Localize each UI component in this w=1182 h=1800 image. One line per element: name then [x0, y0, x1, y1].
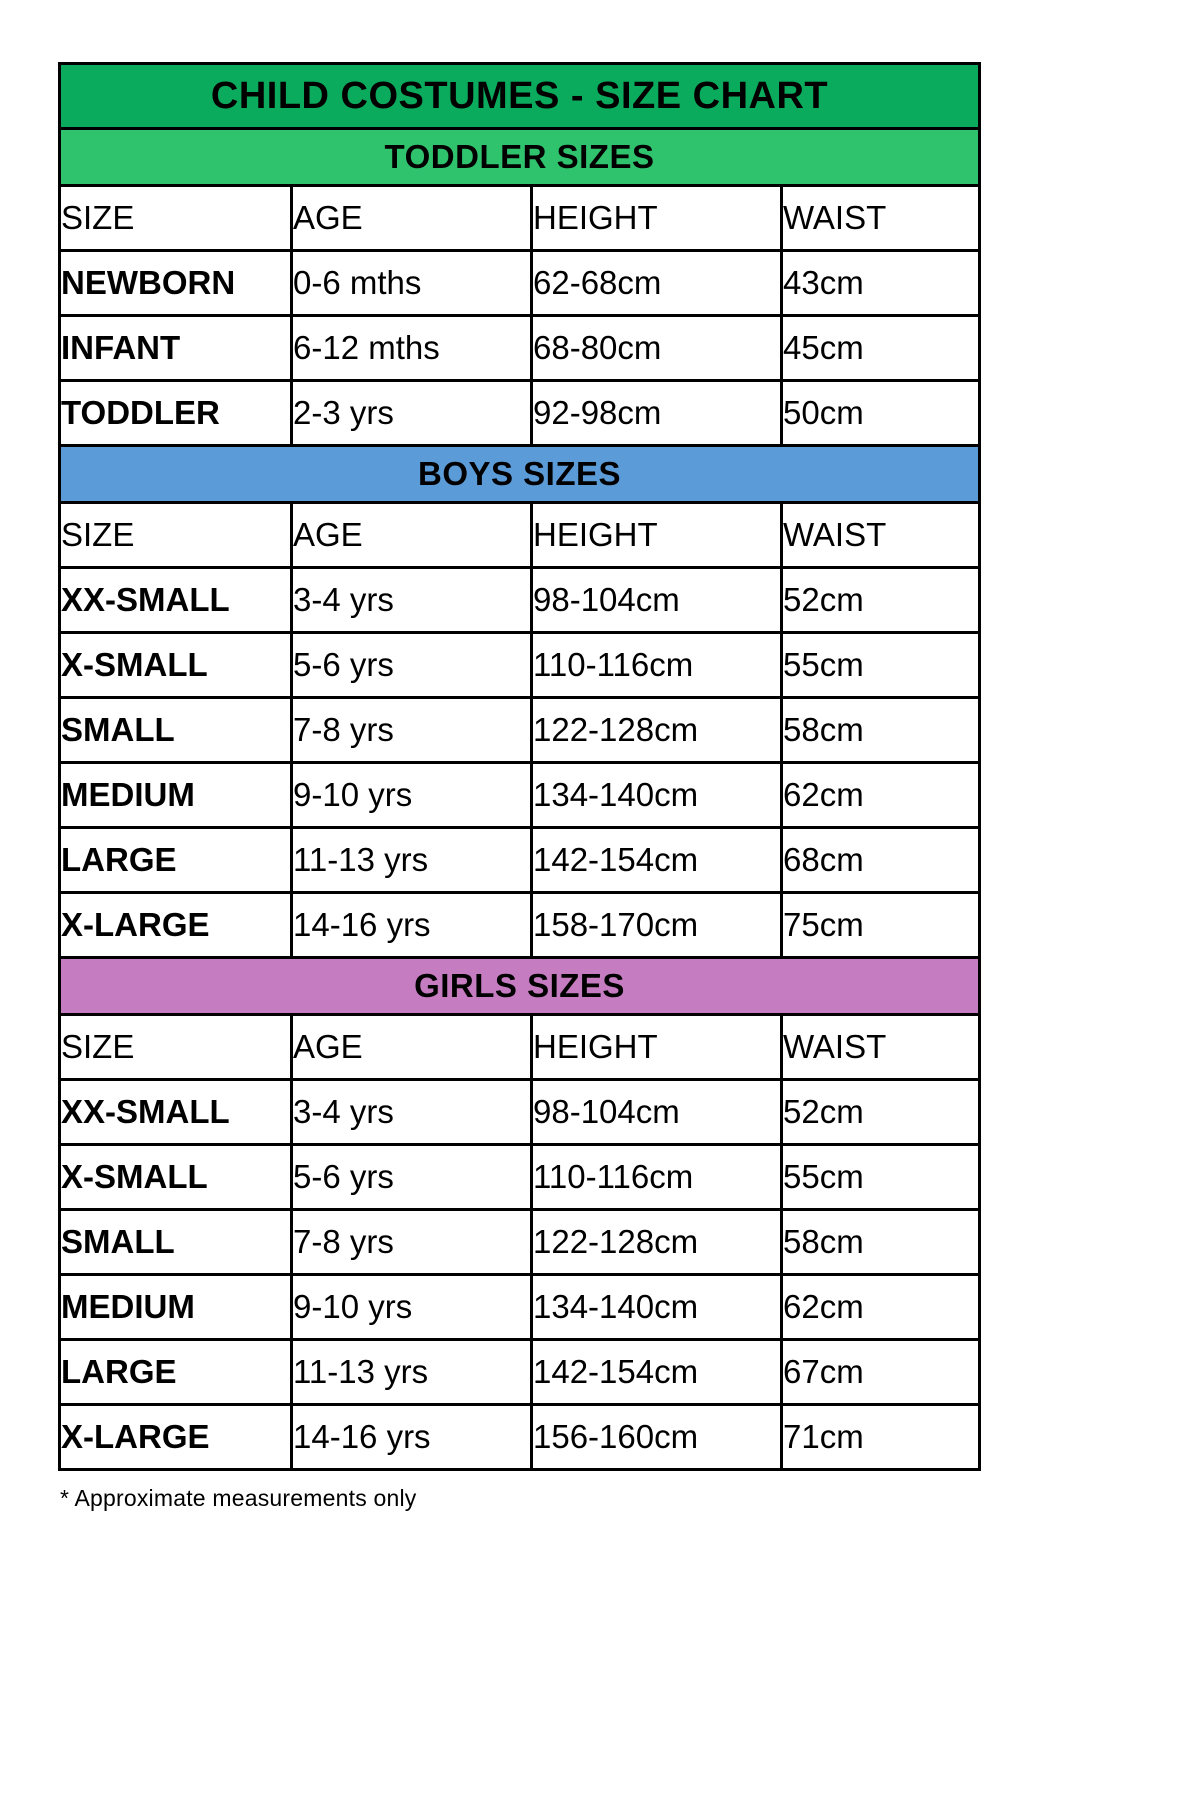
table-row: [60, 893, 980, 958]
cell-height: 98-104cm: [532, 1080, 782, 1145]
cell-age: 14-16 yrs: [292, 893, 532, 958]
cell-height: 122-128cm: [532, 698, 782, 763]
table-row: [60, 698, 980, 763]
cell-age: 7-8 yrs: [292, 1210, 532, 1275]
table-row: [60, 633, 980, 698]
table-row: [60, 1340, 980, 1405]
table-row: [60, 1210, 980, 1275]
table-row: [60, 316, 980, 381]
cell-height: 134-140cm: [532, 763, 782, 828]
cell-waist: 68cm: [782, 828, 980, 893]
cell-height: 142-154cm: [532, 828, 782, 893]
cell-age: 5-6 yrs: [292, 633, 532, 698]
cell-height: 92-98cm: [532, 381, 782, 446]
cell-age: 3-4 yrs: [292, 568, 532, 633]
cell-age: 11-13 yrs: [292, 828, 532, 893]
section-heading-boys: BOYS SIZES: [60, 446, 980, 503]
cell-height: 62-68cm: [532, 251, 782, 316]
column-header-waist: WAIST: [782, 186, 980, 251]
table-row: [60, 1275, 980, 1340]
cell-waist: 58cm: [782, 1210, 980, 1275]
cell-waist: 75cm: [782, 893, 980, 958]
cell-waist: 62cm: [782, 763, 980, 828]
column-header-height: HEIGHT: [532, 503, 782, 568]
table-row: [60, 381, 980, 446]
cell-age: 6-12 mths: [292, 316, 532, 381]
column-header-age: AGE: [292, 503, 532, 568]
section-heading-girls: GIRLS SIZES: [60, 958, 980, 1015]
size-chart-table: [58, 62, 981, 1471]
cell-waist: 50cm: [782, 381, 980, 446]
cell-size: X-LARGE: [60, 893, 292, 958]
table-row: [60, 251, 980, 316]
cell-age: 14-16 yrs: [292, 1405, 532, 1470]
cell-height: 156-160cm: [532, 1405, 782, 1470]
cell-height: 158-170cm: [532, 893, 782, 958]
column-header-row-girls: [60, 1015, 980, 1080]
cell-size: XX-SMALL: [60, 1080, 292, 1145]
table-row: [60, 1145, 980, 1210]
cell-size: INFANT: [60, 316, 292, 381]
column-header-size: SIZE: [60, 1015, 292, 1080]
cell-waist: 55cm: [782, 633, 980, 698]
section-heading-row-boys: [60, 446, 980, 503]
cell-age: 9-10 yrs: [292, 1275, 532, 1340]
cell-size: X-SMALL: [60, 1145, 292, 1210]
cell-waist: 43cm: [782, 251, 980, 316]
cell-height: 98-104cm: [532, 568, 782, 633]
cell-waist: 45cm: [782, 316, 980, 381]
cell-waist: 71cm: [782, 1405, 980, 1470]
cell-age: 5-6 yrs: [292, 1145, 532, 1210]
table-row: [60, 568, 980, 633]
cell-height: 68-80cm: [532, 316, 782, 381]
table-row: [60, 1405, 980, 1470]
table-row: [60, 1080, 980, 1145]
column-header-age: AGE: [292, 1015, 532, 1080]
cell-size: TODDLER: [60, 381, 292, 446]
cell-size: SMALL: [60, 1210, 292, 1275]
cell-size: MEDIUM: [60, 1275, 292, 1340]
column-header-row-boys: [60, 503, 980, 568]
cell-waist: 67cm: [782, 1340, 980, 1405]
column-header-row-toddler: [60, 186, 980, 251]
cell-size: MEDIUM: [60, 763, 292, 828]
cell-age: 11-13 yrs: [292, 1340, 532, 1405]
column-header-waist: WAIST: [782, 503, 980, 568]
cell-height: 142-154cm: [532, 1340, 782, 1405]
cell-size: XX-SMALL: [60, 568, 292, 633]
cell-height: 110-116cm: [532, 633, 782, 698]
page-title: CHILD COSTUMES - SIZE CHART: [60, 64, 980, 129]
chart-title-row: [60, 64, 980, 129]
cell-age: 0-6 mths: [292, 251, 532, 316]
section-heading-row-toddler: [60, 129, 980, 186]
footnote: * Approximate measurements only: [60, 1485, 417, 1511]
cell-size: SMALL: [60, 698, 292, 763]
cell-age: 2-3 yrs: [292, 381, 532, 446]
column-header-height: HEIGHT: [532, 186, 782, 251]
cell-age: 3-4 yrs: [292, 1080, 532, 1145]
section-heading-row-girls: [60, 958, 980, 1015]
cell-waist: 52cm: [782, 1080, 980, 1145]
column-header-height: HEIGHT: [532, 1015, 782, 1080]
table-row: [60, 763, 980, 828]
cell-waist: 52cm: [782, 568, 980, 633]
cell-height: 134-140cm: [532, 1275, 782, 1340]
table-row: [60, 828, 980, 893]
cell-height: 110-116cm: [532, 1145, 782, 1210]
section-heading-toddler: TODDLER SIZES: [60, 129, 980, 186]
cell-waist: 62cm: [782, 1275, 980, 1340]
cell-size: NEWBORN: [60, 251, 292, 316]
cell-age: 7-8 yrs: [292, 698, 532, 763]
cell-height: 122-128cm: [532, 1210, 782, 1275]
size-chart-sheet: [58, 62, 978, 1512]
cell-size: LARGE: [60, 828, 292, 893]
column-header-waist: WAIST: [782, 1015, 980, 1080]
column-header-age: AGE: [292, 186, 532, 251]
cell-size: X-SMALL: [60, 633, 292, 698]
column-header-size: SIZE: [60, 186, 292, 251]
cell-age: 9-10 yrs: [292, 763, 532, 828]
cell-size: X-LARGE: [60, 1405, 292, 1470]
cell-waist: 55cm: [782, 1145, 980, 1210]
column-header-size: SIZE: [60, 503, 292, 568]
cell-size: LARGE: [60, 1340, 292, 1405]
cell-waist: 58cm: [782, 698, 980, 763]
